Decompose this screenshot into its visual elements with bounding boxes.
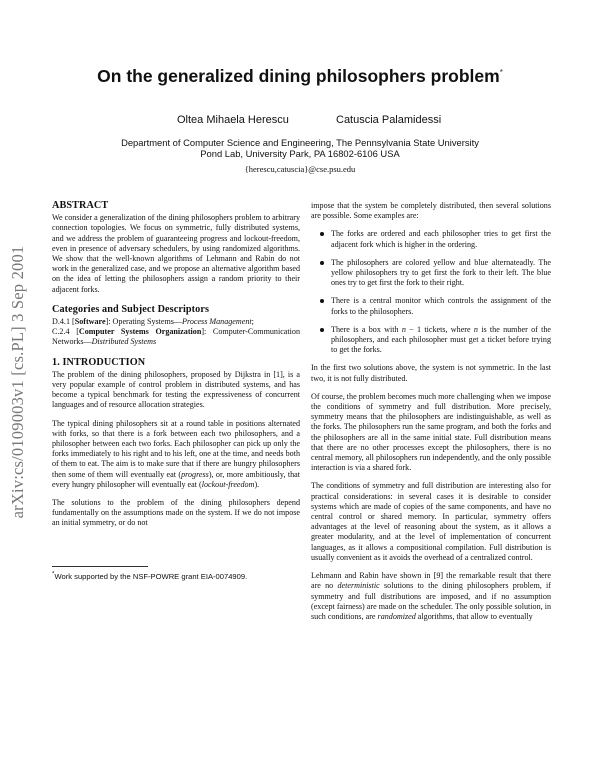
list-item-text: − 1 tickets, where [405, 324, 474, 334]
category-code: C.2.4 [ [52, 327, 79, 337]
footnote [52, 566, 300, 581]
footnote-text: Work supported by the NSF-POWRE grant EIA-0074909. [54, 571, 248, 581]
categories-heading: Categories and Subject Descriptors [52, 303, 210, 315]
affiliation-department: Department of Computer Science and Engineering, The Pennsylvania State University [121, 137, 479, 148]
footnote-mark: * [52, 570, 55, 577]
title-text: On the generalized dining philosophers problem [97, 66, 500, 86]
category-name: Software [74, 317, 106, 327]
categories-block [52, 317, 300, 348]
category-code: D.4.1 [ [52, 317, 75, 327]
paragraph-text: Lehmann and Rabin have shown in [9] the remarkable result that there are no [311, 571, 551, 591]
left-column [52, 201, 300, 537]
intro-paragraph-1: The problem of the dining philosophers, proposed by Dijkstra in [1], is a very popular example of control problem in distributed systems, and has become a typical benchmark for testing the expressiveness of concurrent languages and of resource allocation strategies. [52, 369, 300, 410]
footnote-rule [52, 566, 148, 567]
category-area: ]: Computer-Communication Networks— [52, 327, 300, 347]
right-paragraph-3: Of course, the problem becomes much more challenging when we impose the conditions of symmetry and full distribution. More precisely, symmetry means that the philosophers are indistinguishable, as well as the forks. The philosophers run the same program, and both the forks and the philosophers are all in the same initial state. Full distribution means that there are no other processes except the philosophers, there is no central memory, all philosophers run independently, and the only possible interaction is via a shared fork. [311, 391, 551, 473]
intro-text: The typical dining philosophers sit at a round table in positions alternated with forks, so that there is a fork between each two philosophers, and a philosopher between each two forks. Each philosopher can pick up only the forks immediately to his right and to his left, one at the time, and needs both of them to eat. The aim is to make sure that if there are hungry philosophers then some of them will eventually eat ( [52, 418, 300, 479]
intro-term-progress: progress [181, 469, 209, 479]
bullet-icon [320, 299, 324, 303]
bullet-icon [320, 232, 324, 236]
abstract-text: We consider a generalization of the dining philosophers problem to arbitrary connection topologies. We focus on symmetric, fully distributed systems, and we address the problem of guaranteeing progress and lockout-freedom, even in presence of adversary schedulers, by using randomized algorithms. We show that the well-known algorithms of Lehmann and Rabin do not work in the generalized case, and we propose an alternative algorithm based on the idea of letting the philosophers assign a random priority to their adjacent forks. [52, 213, 300, 294]
intro-term-lockout: lockout-freedom [201, 479, 255, 489]
intro-paragraph-2 [52, 419, 300, 490]
right-paragraph-5 [311, 571, 551, 622]
math-n: n [401, 324, 406, 334]
category-name: Computer Systems Organization [78, 327, 202, 337]
abstract-heading: ABSTRACT [52, 200, 109, 211]
intro-text: ), or, more ambitiously, that every hungry philosopher will eventually eat ( [52, 469, 300, 489]
term-randomized: randomized [377, 611, 416, 621]
list-item [311, 258, 551, 289]
right-paragraph-2: In the first two solutions above, the system is not symmetric. In the last two, it is not fully distributed. [311, 363, 551, 383]
category-end: ; [251, 317, 254, 327]
bullet-icon [320, 261, 324, 265]
solutions-list [311, 229, 551, 355]
author-herescu: Oltea Mihaela Herescu [177, 114, 289, 126]
list-item-text: is the number of the philosophers, and each philosopher must get a ticket before trying to get the forks. [331, 324, 552, 355]
introduction-heading: 1. INTRODUCTION [52, 356, 146, 368]
right-paragraph-1: impose that the system be completely distributed, then several solutions are possible. Some examples are: [311, 201, 551, 221]
title-footnote-mark: * [499, 68, 503, 78]
paragraph-text: algorithms, that allow to eventually [415, 611, 533, 621]
paper-title [0, 66, 600, 87]
arxiv-identifier: arXiv:cs/0109003v1 [cs.PL] 3 Sep 2001 [8, 245, 27, 519]
right-paragraph-4: The conditions of symmetry and full distribution are interesting also for practical considerations: in several cases it is desirable to consider systems which are made of copies of the same components, and have no central control or shared memory. In particular, symmetry offers advantages at the level of reasoning about the system, as it allows a greater modularity, and at the level of implementation of concurrent languages, as it allows a compositional compilation. Full distribution is usually convenient as it avoids the overhead of a centralized control. [311, 481, 551, 562]
list-item-text: The forks are ordered and each philosopher tries to get first the adjacent fork which is higher in the ordering. [331, 229, 551, 249]
list-item-text: There is a box with [331, 324, 402, 334]
arxiv-sidebar [8, 212, 28, 552]
author-palamidessi: Catuscia Palamidessi [336, 114, 442, 126]
category-d41 [52, 317, 300, 327]
category-c24 [52, 327, 300, 347]
author-email: {herescu,catuscia}@cse.psu.edu [244, 164, 356, 174]
category-topic: Process Management [182, 317, 252, 327]
affiliation-address: Pond Lab, University Park, PA 16802-6106 USA [200, 148, 400, 159]
math-n: n [473, 324, 478, 334]
intro-paragraph-3: The solutions to the problem of the dining philosophers depend fundamentally on the assumptions made on the system. If we do not impose an initial symmetry, or do not [52, 498, 300, 528]
paragraph-text: solutions to the dining philosophers problem, if symmetry and full distributions are imposed, and if no assumption (except fairness) are made on the scheduler. The only possible solution, in such conditions, are [311, 581, 551, 621]
intro-text: ). [254, 479, 260, 489]
bullet-icon [320, 328, 324, 332]
list-item [311, 296, 551, 316]
category-area: ]: Operating Systems— [105, 317, 183, 327]
right-column [311, 201, 551, 630]
list-item-text: There is a central monitor which controls the assignment of the forks to the philosophers. [331, 296, 551, 316]
category-topic: Distributed Systems [91, 337, 157, 347]
list-item [311, 325, 551, 356]
list-item-text: The philosophers are colored yellow and blue alternateadly. The yellow philosophers try to get first the fork to their left. The blue ones try to get first the fork to their right. [331, 257, 551, 288]
term-deterministic: deterministic [337, 581, 380, 591]
list-item [311, 229, 551, 249]
